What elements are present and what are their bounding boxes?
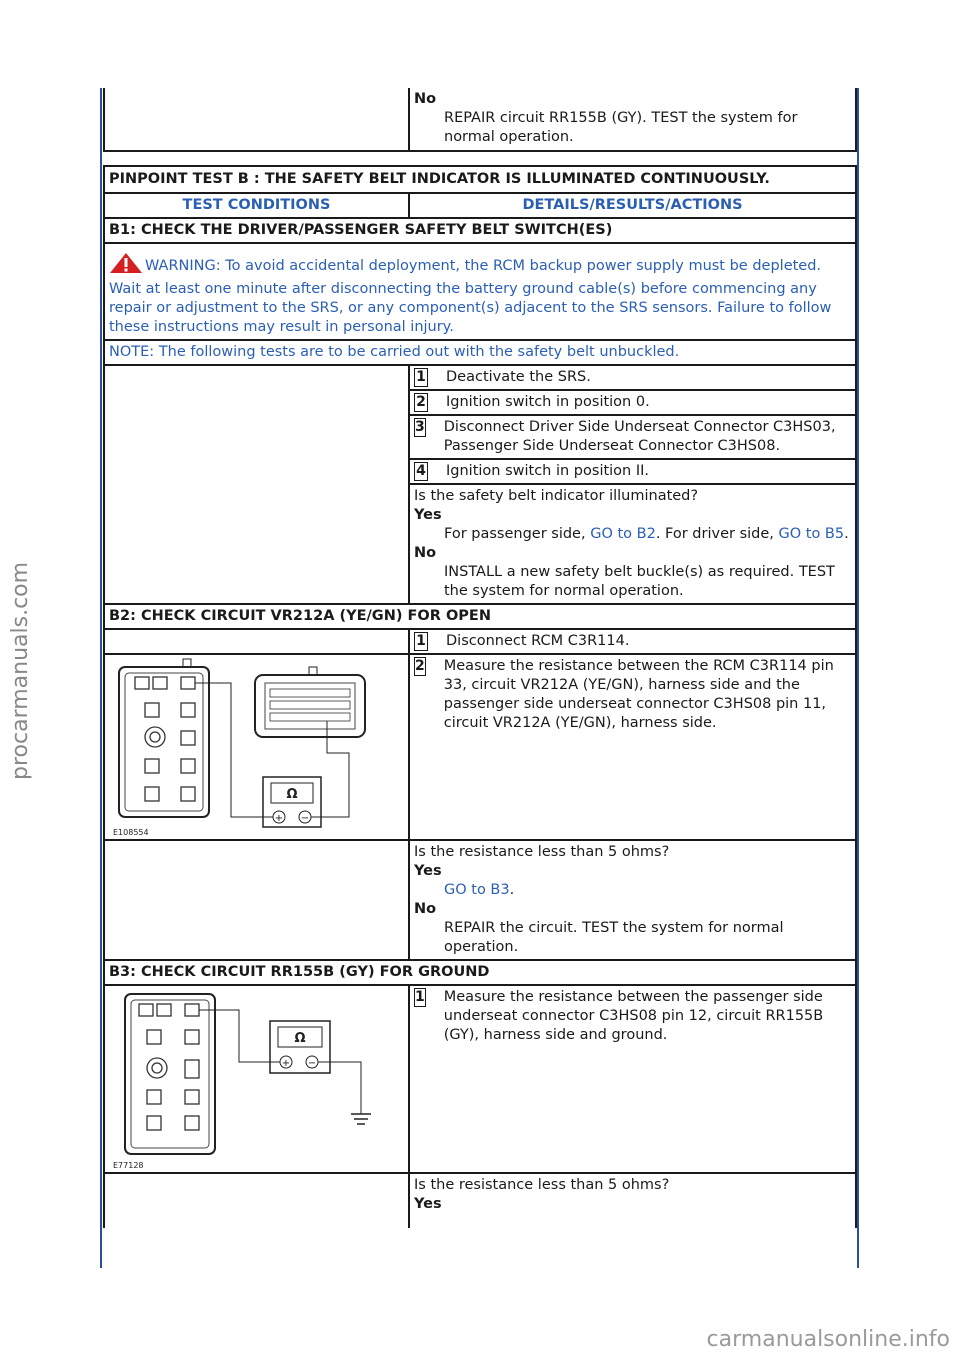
b2-step-1 (409, 629, 856, 654)
step-text: Disconnect RCM C3R114. (446, 633, 630, 649)
b1-note: NOTE: The following tests are to be carried out with the safety belt unbuckled. (104, 340, 856, 365)
step-text: Deactivate the SRS. (446, 369, 591, 385)
step-number: 2 (415, 658, 425, 674)
col-header-conditions: TEST CONDITIONS (104, 193, 409, 218)
b2-yes-label: Yes (414, 863, 442, 879)
b1-yes-label: Yes (414, 507, 442, 523)
step-number: 4 (414, 462, 428, 481)
b2-result-left-cell (104, 840, 409, 960)
step-text: Ignition switch in position II. (446, 463, 650, 479)
yes-post-text: . (844, 526, 849, 542)
step-text: Disconnect Driver Side Underseat Connector C3HS03, Passenger Side Underseat Connector C3HS08. (443, 419, 836, 454)
bottom-watermark: carmanualsonline.info (706, 1327, 950, 1352)
step-text: Measure the resistance between the passenger side underseat connector C3HS08 pin 12, circuit RR155B (GY), harness side and ground. (443, 989, 824, 1043)
figure-id: E108554 (113, 828, 149, 837)
side-watermark: procarmanuals.com (8, 561, 33, 780)
goto-b3-link[interactable]: GO to B3 (444, 882, 510, 898)
b1-step-2 (409, 390, 856, 415)
b3-result-cell (409, 1173, 856, 1228)
b3-wiring-figure (105, 986, 405, 1172)
b2-no-text: REPAIR the circuit. TEST the system for normal operation. (444, 920, 784, 955)
b3-yes-label: Yes (414, 1196, 442, 1212)
b1-no-label: No (414, 545, 437, 561)
col-header-details: DETAILS/RESULTS/ACTIONS (409, 193, 856, 218)
goto-b5-link[interactable]: GO to B5 (778, 526, 845, 542)
b1-result-cell (409, 484, 856, 604)
b2-step-2 (409, 654, 856, 840)
step-number: 1 (414, 368, 428, 387)
step-text: Ignition switch in position 0. (446, 394, 650, 410)
step-text: Measure the resistance between the RCM C3R114 pin 33, circuit VR212A (YE/GN), harness side and the passenger side underseat connector C3HS08 pin 11, circuit VR212A (YE/GN), harness side. (443, 658, 834, 731)
b2-heading: B2: CHECK CIRCUIT VR212A (YE/GN) FOR OPEN (104, 604, 856, 629)
yes-mid-text: . For driver side, (655, 526, 779, 542)
b2-empty-cell (104, 629, 409, 654)
b2-figure-cell (104, 654, 409, 840)
step-number: 2 (414, 393, 428, 412)
svg-text:−: − (300, 813, 310, 824)
figure-id: E77128 (113, 1161, 144, 1170)
b1-no-text: INSTALL a new safety belt buckle(s) as required. TEST the system for normal operation. (444, 564, 835, 599)
b2-question: Is the resistance less than 5 ohms? (414, 844, 670, 860)
top-left-cell (104, 88, 409, 151)
b1-step-4 (409, 459, 856, 484)
yes-pre-text: For passenger side, (444, 526, 591, 542)
b1-conditions-cell (104, 365, 409, 604)
no-text: REPAIR circuit RR155B (GY). TEST the system for normal operation. (444, 110, 798, 145)
pinpoint-test-b-table (103, 165, 857, 1228)
goto-b2-link[interactable]: GO to B2 (590, 526, 656, 542)
b3-heading: B3: CHECK CIRCUIT RR155B (GY) FOR GROUND (104, 960, 856, 985)
warning-text: WARNING: To avoid accidental deployment, the RCM backup power supply must be depleted. Wait at least one minute after disconnecting the battery ground cable(s) before commencing any repair or adjustment to the SRS, or any component(s) adjacent to the SRS sensors. Failure to follow these instructions may result in personal injury. (109, 258, 832, 335)
b3-question: Is the resistance less than 5 ohms? (414, 1177, 670, 1193)
b1-step-1 (409, 365, 856, 390)
b1-warning-cell (104, 243, 856, 340)
step-number: 1 (415, 989, 425, 1005)
right-frame-line (857, 88, 859, 1268)
svg-text:+: + (274, 813, 284, 824)
b1-step-3 (409, 415, 856, 459)
left-frame-line (100, 88, 102, 1268)
svg-text:−: − (307, 1058, 317, 1069)
b3-figure-cell (104, 985, 409, 1173)
b1-question: Is the safety belt indicator illuminated? (414, 488, 699, 504)
step-number: 1 (414, 632, 428, 651)
test-b-title: PINPOINT TEST B : THE SAFETY BELT INDICATOR IS ILLUMINATED CONTINUOUSLY. (104, 166, 856, 193)
b3-result-left-cell (104, 1173, 409, 1228)
b1-yes-text (414, 525, 851, 544)
top-continuation-table (103, 88, 857, 152)
top-right-cell (409, 88, 856, 151)
b2-yes-text (414, 881, 851, 900)
ohm-symbol: Ω (294, 1031, 306, 1046)
b3-step-1 (409, 985, 856, 1173)
b1-heading: B1: CHECK THE DRIVER/PASSENGER SAFETY BELT SWITCH(ES) (104, 218, 856, 243)
b2-no-label: No (414, 901, 437, 917)
no-label: No (414, 91, 437, 107)
svg-text:+: + (281, 1058, 291, 1069)
yes-post-text: . (509, 882, 515, 898)
warning-icon (109, 252, 143, 280)
step-number: 3 (415, 419, 425, 435)
b2-result-cell (409, 840, 856, 960)
b2-wiring-figure (105, 655, 405, 839)
ohm-symbol: Ω (286, 787, 298, 802)
